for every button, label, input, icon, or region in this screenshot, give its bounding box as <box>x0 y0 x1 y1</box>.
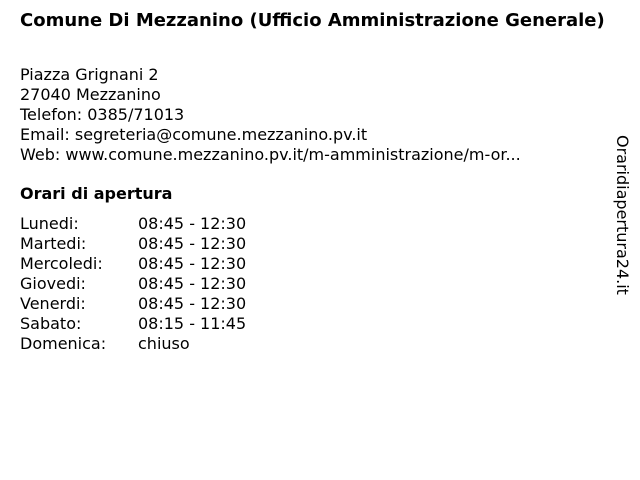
day-label: Sabato: <box>20 314 82 333</box>
time-range: 08:45 - 12:30 <box>138 214 247 233</box>
hours-row-wednesday <box>20 254 320 274</box>
hours-row-sunday <box>20 334 320 354</box>
hours-row-monday <box>20 214 320 234</box>
time-range: 08:15 - 11:45 <box>138 314 247 333</box>
hours-row-thursday <box>20 274 320 294</box>
city-postal-code: 27040 Mezzanino <box>20 85 161 104</box>
time-range: 08:45 - 12:30 <box>138 294 247 313</box>
day-label: Mercoledi: <box>20 254 103 273</box>
day-label: Martedi: <box>20 234 87 253</box>
hours-row-friday <box>20 294 320 314</box>
phone-number: Telefon: 0385/71013 <box>20 105 185 124</box>
email-address: Email: segreteria@comune.mezzanino.pv.it <box>20 125 368 144</box>
address-block <box>20 65 521 165</box>
day-label: Domenica: <box>20 334 107 353</box>
site-watermark: Oraridiapertura24.it <box>613 135 632 295</box>
time-range: chiuso <box>138 334 190 353</box>
time-range: 08:45 - 12:30 <box>138 254 247 273</box>
day-label: Venerdi: <box>20 294 86 313</box>
hours-row-tuesday <box>20 234 320 254</box>
hours-row-saturday <box>20 314 320 334</box>
time-range: 08:45 - 12:30 <box>138 274 247 293</box>
day-label: Lunedi: <box>20 214 79 233</box>
website-url: Web: www.comune.mezzanino.pv.it/m-amministrazione/m-or... <box>20 145 521 164</box>
page-title: Comune Di Mezzanino (Ufficio Amministrazione Generale) <box>20 10 605 31</box>
time-range: 08:45 - 12:30 <box>138 234 247 253</box>
street-address: Piazza Grignani 2 <box>20 65 159 84</box>
opening-hours-table <box>20 214 320 354</box>
day-label: Giovedi: <box>20 274 86 293</box>
opening-hours-heading: Orari di apertura <box>20 184 173 203</box>
